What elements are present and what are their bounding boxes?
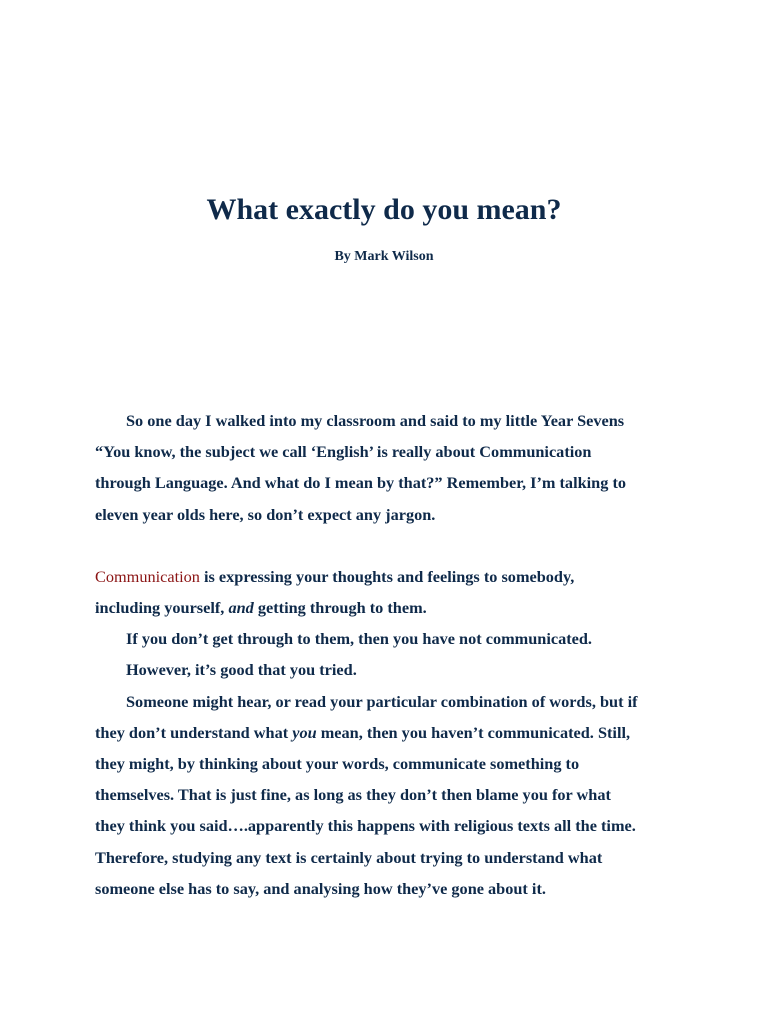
emphasis-you: you	[292, 722, 317, 742]
document-body	[95, 405, 640, 904]
paragraph-intro: So one day I walked into my classroom and said to my little Year Sevens “You know, the subject we call ‘English’ is really about Communication through Language. And what do I mean by that?” Remember, I’m talking to eleven year olds here, so don’t expect any jargon.	[95, 411, 627, 524]
paragraph-spacer	[95, 530, 640, 561]
paragraph-good-tried: However, it’s good that you tried.	[126, 660, 357, 680]
author-byline: By Mark Wilson	[334, 249, 434, 264]
understanding-text-a: Someone might hear, or read your particular combination of words, but if they don’t understand what	[95, 691, 638, 742]
term-communication: Communication	[95, 566, 200, 586]
paragraph-not-communicated: If you don’t get through to them, then you have not communicated.	[126, 629, 592, 649]
paragraph-understanding	[95, 686, 640, 904]
paragraph-definition	[95, 561, 640, 623]
understanding-text-b: mean, then you haven’t communicated. Still, they might, by thinking about your words, communicate something to themselves. That is just fine, as long as they don’t then blame you for what they think you said….apparently this happens with religious texts all the time. Therefore, studying any text is certainly about trying to understand what someone else has to say, and analysing how they’ve gone about it.	[95, 722, 636, 898]
document-title: What exactly do you mean?	[206, 193, 562, 226]
definition-text-b: getting through to them.	[253, 598, 427, 618]
definition-text-a: is expressing your thoughts and feelings to somebody, including yourself,	[95, 566, 575, 618]
emphasis-and: and	[228, 598, 254, 618]
